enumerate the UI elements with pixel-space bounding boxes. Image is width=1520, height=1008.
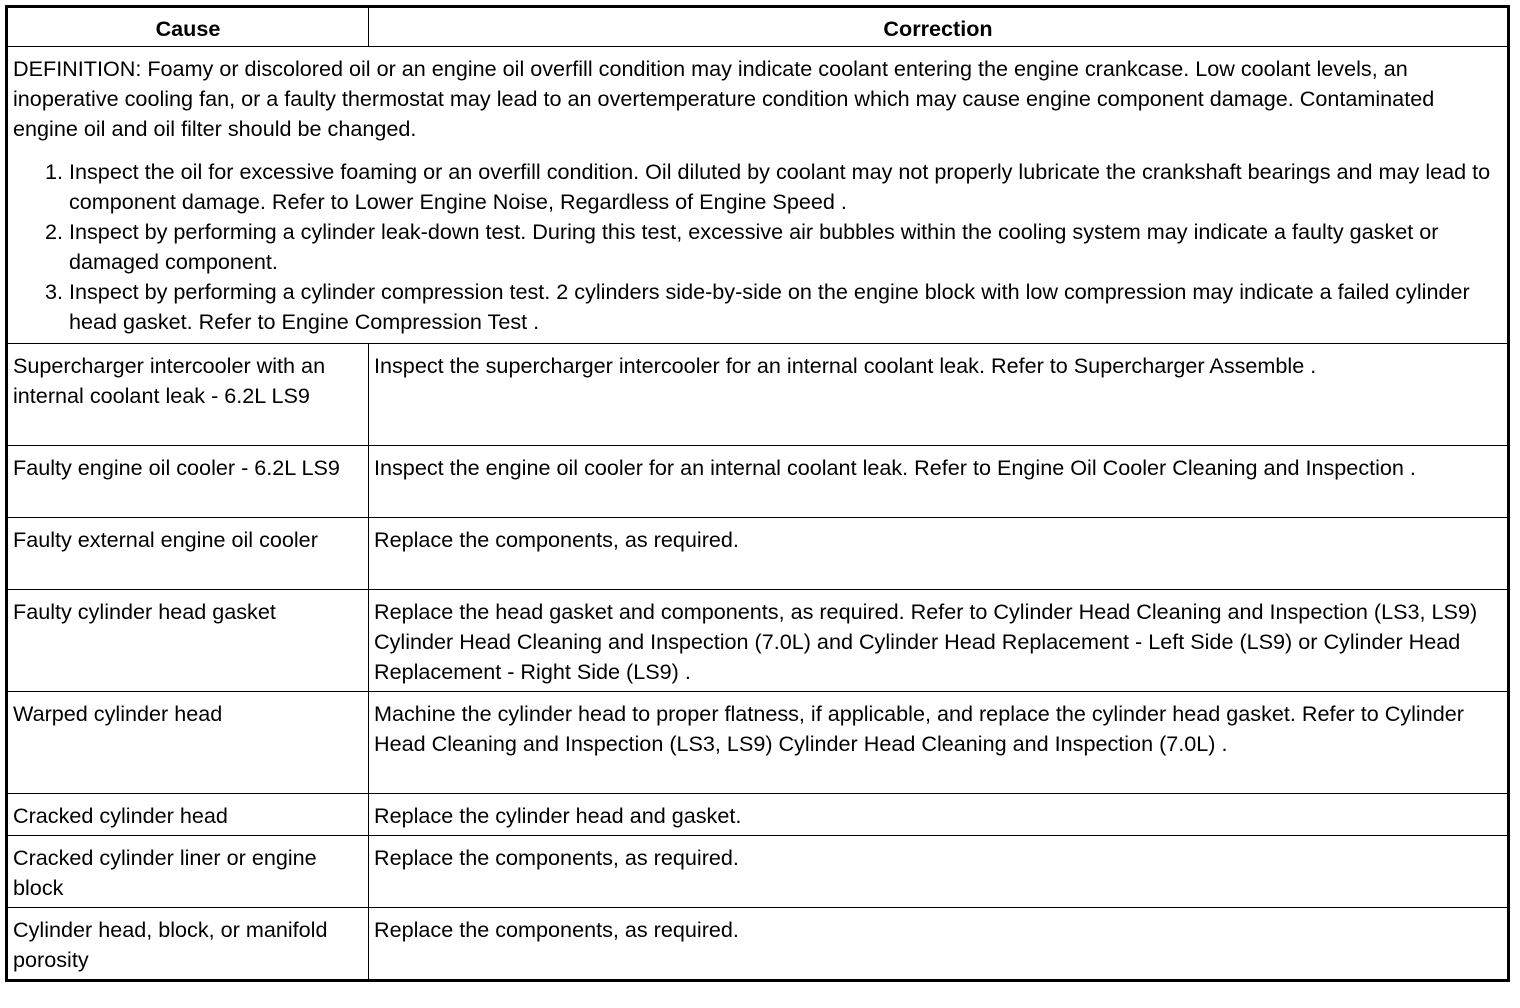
step-item: 3. Inspect by performing a cylinder compression test. 2 cylinders side-by-side on the engine block with low compression may indicate a failed cylinder head gasket. Refer to Engine Compression Test . bbox=[69, 277, 1501, 337]
table-row bbox=[7, 836, 1509, 908]
definition-row bbox=[7, 47, 1509, 344]
correction-cell: Machine the cylinder head to proper flatness, if applicable, and replace the cylinder head gasket. Refer to Cylinder Head Cleaning and Inspection (LS3, LS9) Cylinder Head Cleaning and Inspection (7.0L) . bbox=[369, 692, 1509, 794]
table-row bbox=[7, 908, 1509, 981]
cause-cell: Warped cylinder head bbox=[7, 692, 369, 794]
cause-cell: Faulty external engine oil cooler bbox=[7, 518, 369, 590]
correction-cell: Inspect the engine oil cooler for an internal coolant leak. Refer to Engine Oil Cooler Cleaning and Inspection . bbox=[369, 446, 1509, 518]
header-row bbox=[7, 7, 1509, 47]
cause-cell: Cylinder head, block, or manifold porosity bbox=[7, 908, 369, 981]
cause-cell: Supercharger intercooler with an internal coolant leak - 6.2L LS9 bbox=[7, 344, 369, 446]
correction-header: Correction bbox=[369, 7, 1509, 47]
definition-text: DEFINITION: Foamy or discolored oil or an engine oil overfill condition may indicate coolant entering the engine crankcase. Low coolant levels, an inoperative cooling fan, or a faulty thermostat may lead to an overtemperature condition which may cause engine component damage. Contaminated engine oil and oil filter should be changed. bbox=[13, 56, 1435, 141]
correction-cell: Inspect the supercharger intercooler for an internal coolant leak. Refer to Supercharger Assemble . bbox=[369, 344, 1509, 446]
cause-cell: Faulty engine oil cooler - 6.2L LS9 bbox=[7, 446, 369, 518]
table-row bbox=[7, 344, 1509, 446]
table-row bbox=[7, 590, 1509, 692]
correction-cell: Replace the components, as required. bbox=[369, 518, 1509, 590]
table-row bbox=[7, 446, 1509, 518]
table-row bbox=[7, 518, 1509, 590]
step-item: 2. Inspect by performing a cylinder leak-down test. During this test, excessive air bubbles within the cooling system may indicate a faulty gasket or damaged component. bbox=[69, 217, 1501, 277]
cause-cell: Faulty cylinder head gasket bbox=[7, 590, 369, 692]
correction-cell: Replace the head gasket and components, as required. Refer to Cylinder Head Cleaning and Inspection (LS3, LS9) Cylinder Head Cleaning and Inspection (7.0L) and Cylinder Head Replacement - Left Side (LS9) or Cylinder Head Replacement - Right Side (LS9) . bbox=[369, 590, 1509, 692]
cause-header: Cause bbox=[7, 7, 369, 47]
definition-cell bbox=[7, 47, 1509, 344]
diagnostic-table bbox=[5, 5, 1510, 982]
step-item: 1. Inspect the oil for excessive foaming or an overfill condition. Oil diluted by coolant may not properly lubricate the crankshaft bearings and may lead to component damage. Refer to Lower Engine Noise, Regardless of Engine Speed . bbox=[69, 157, 1501, 217]
cause-cell: Cracked cylinder head bbox=[7, 794, 369, 836]
correction-cell: Replace the cylinder head and gasket. bbox=[369, 794, 1509, 836]
table-row bbox=[7, 692, 1509, 794]
correction-cell: Replace the components, as required. bbox=[369, 836, 1509, 908]
cause-cell: Cracked cylinder liner or engine block bbox=[7, 836, 369, 908]
diagnostic-document bbox=[5, 5, 1507, 982]
correction-cell: Replace the components, as required. bbox=[369, 908, 1509, 981]
inspection-steps bbox=[13, 157, 1501, 337]
table-row bbox=[7, 794, 1509, 836]
